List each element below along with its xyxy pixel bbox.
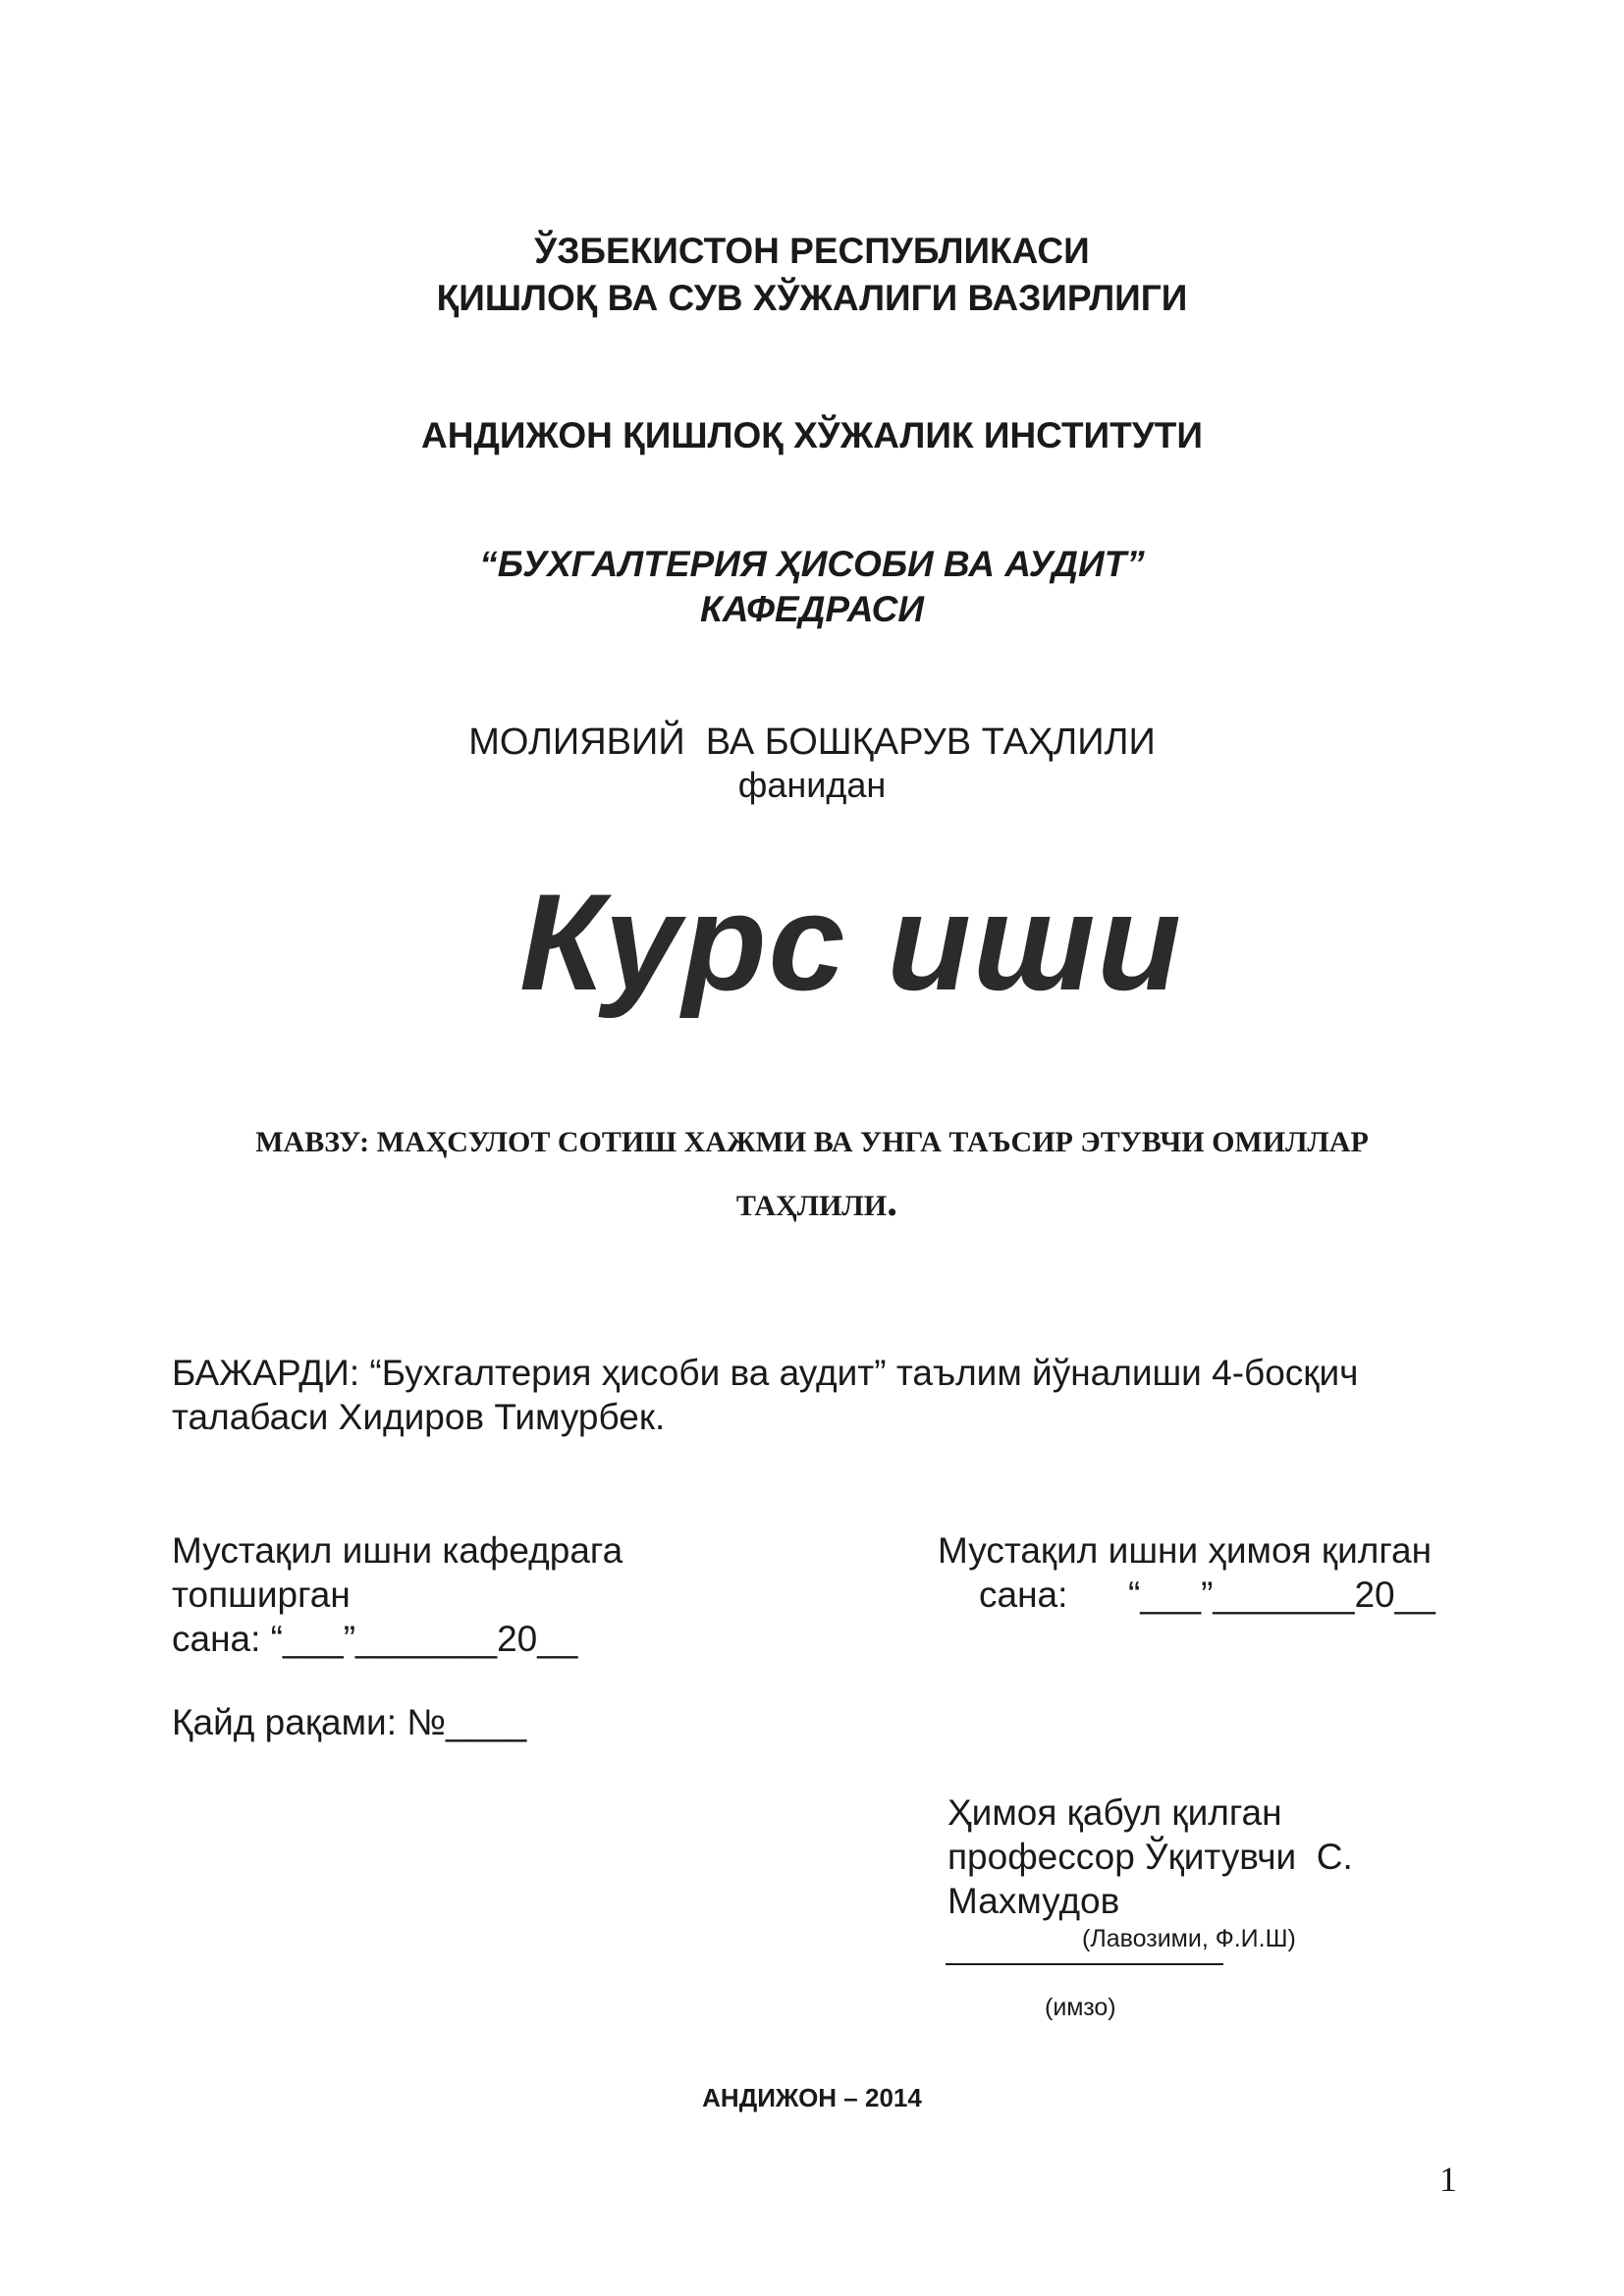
defense-line-1: Мустақил ишни ҳимоя қилган — [938, 1530, 1433, 1571]
performer-line-2: талабаси Хидиров Тимурбек. — [172, 1397, 666, 1437]
subject-suffix: фанидан — [737, 765, 887, 805]
department-heading — [0, 542, 1624, 632]
subject-name: МОЛИЯВИЙ ВА БОШҚАРУВ ТАҲЛИЛИ — [468, 721, 1156, 763]
ministry-line-2: ҚИШЛОҚ ВА СУВ ХЎЖАЛИГИ ВАЗИРЛИГИ — [436, 278, 1188, 318]
topic-block — [0, 1113, 1624, 1236]
document-title: Курс иши — [519, 865, 1183, 1019]
performer-block — [172, 1351, 1488, 1439]
acceptor-block — [947, 1790, 1497, 1923]
topic-line-2 — [0, 1172, 1624, 1236]
page-number: 1 — [1439, 2160, 1457, 2199]
ministry-line-1: ЎЗБЕКИСТОН РЕСПУБЛИКАСИ — [534, 231, 1090, 271]
signature-caption: (имзо) — [1045, 1994, 1116, 2021]
performer-line-1: БАЖАРДИ: “Бухгалтерия ҳисоби ва аудит” таълим йўналиши 4-босқич — [172, 1353, 1359, 1393]
submission-date: сана: “___”_______20__ — [172, 1619, 578, 1659]
defense-date: сана: “___”_______20__ — [979, 1575, 1435, 1615]
defense-block — [938, 1528, 1435, 1617]
topic-line-2-text: ТАҲЛИЛИ — [735, 1190, 888, 1222]
registration-number: Қайд рақами: №____ — [172, 1702, 527, 1742]
acceptor-line-2: профессор Ўқитувчи С. — [947, 1837, 1353, 1877]
subject-block — [0, 721, 1624, 807]
acceptor-line-1: Ҳимоя қабул қилган — [947, 1792, 1282, 1833]
institute-heading: АНДИЖОН ҚИШЛОҚ ХЎЖАЛИК ИНСТИТУТИ — [421, 415, 1203, 455]
city-year: АНДИЖОН – 2014 — [702, 2083, 922, 2112]
ministry-heading — [0, 228, 1624, 322]
topic-terminator: . — [887, 1177, 898, 1225]
acceptor-line-3: Махмудов — [947, 1881, 1120, 1921]
signature-line — [946, 1963, 1223, 1965]
submission-block — [172, 1528, 623, 1661]
department-line-1: “БУХГАЛТЕРИЯ ҲИСОБИ ВА АУДИТ” — [479, 544, 1145, 584]
position-caption: (Лавозими, Ф.И.Ш) — [1082, 1925, 1296, 1952]
submission-line-2: топширган — [172, 1575, 351, 1615]
submission-line-1: Мустақил ишни кафедрага — [172, 1530, 623, 1571]
topic-line-1: МАВЗУ: МАҲСУЛОТ СОТИШ ХАЖМИ ВА УНГА ТАЪСИР ЭТУВЧИ ОМИЛЛАР — [255, 1126, 1369, 1158]
department-line-2: КАФЕДРАСИ — [700, 589, 924, 629]
